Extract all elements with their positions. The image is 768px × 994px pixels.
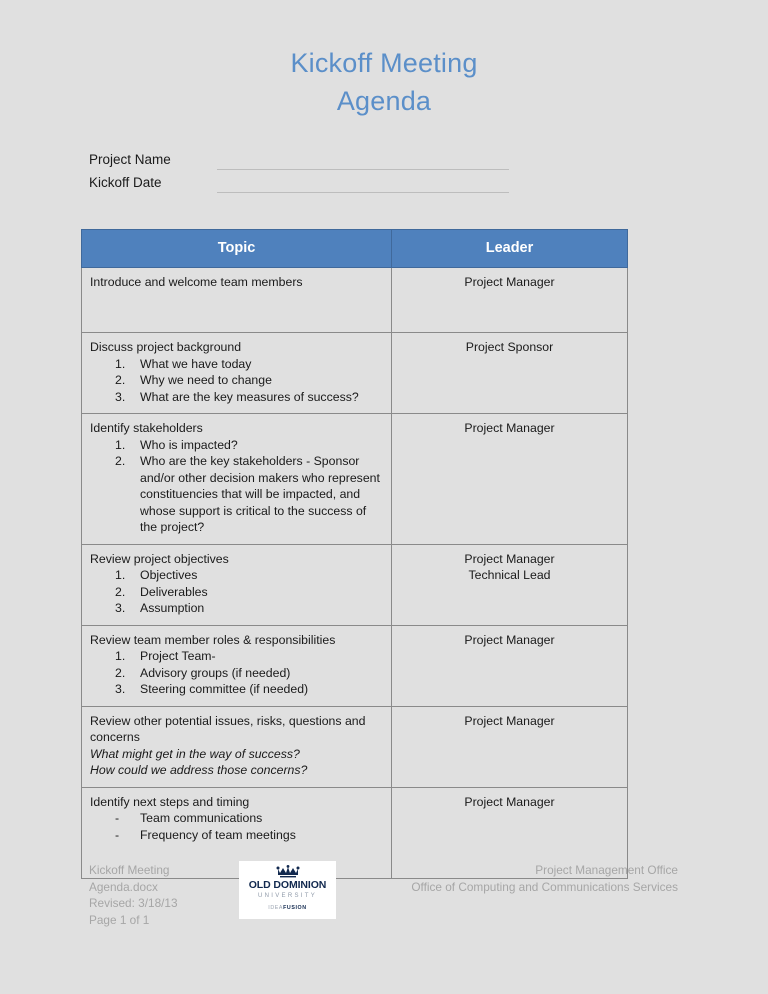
- odu-logo-tagline-fusion: FUSION: [283, 905, 307, 911]
- list-item-text: Who is impacted?: [140, 437, 238, 452]
- topic-heading: Review team member roles & responsibilities: [90, 632, 336, 647]
- table-row: [82, 706, 628, 787]
- topic-list-item: [90, 389, 383, 406]
- topic-heading: Review other potential issues, risks, questions and concerns: [90, 713, 366, 744]
- table-row: [82, 625, 628, 706]
- table-cell-topic: [82, 414, 392, 545]
- list-item-marker: 2.: [115, 584, 126, 599]
- list-item-marker: 2.: [115, 373, 126, 387]
- table-cell-topic: [82, 268, 392, 333]
- list-item-text: Objectives: [140, 568, 198, 582]
- table-cell-topic: [82, 625, 392, 706]
- table-row: [82, 333, 628, 414]
- list-item-text: Deliverables: [140, 584, 208, 599]
- topic-list-item: [90, 567, 383, 584]
- page-title: [0, 44, 768, 120]
- odu-logo-name: OLD DOMINION: [248, 879, 327, 891]
- leader-name: Project Manager: [464, 632, 555, 647]
- topic-heading: Discuss project background: [90, 340, 242, 354]
- table-cell-leader: [392, 333, 628, 414]
- topic-heading: Review project objectives: [90, 551, 229, 566]
- list-item-marker: 3.: [115, 682, 126, 696]
- table-cell-leader: [392, 544, 628, 625]
- topic-list-item: [90, 453, 383, 536]
- table-header-row: [82, 230, 628, 268]
- table-cell-topic: [82, 706, 392, 787]
- table-cell-leader: [392, 414, 628, 545]
- topic-list-item: [90, 356, 383, 373]
- list-item-marker: 2.: [115, 454, 126, 468]
- odu-logo-tagline: [239, 904, 336, 913]
- list-item-marker: 1.: [115, 356, 126, 371]
- odu-logo: [239, 861, 336, 919]
- list-item-marker: 1.: [115, 649, 126, 663]
- odu-logo-tagline-idea: IDEA: [268, 905, 284, 911]
- list-item-text: Assumption: [140, 601, 205, 615]
- list-item-text: Project Team-: [140, 649, 216, 663]
- leader-name: Project Manager: [464, 713, 555, 728]
- list-item-text: What are the key measures of success?: [140, 389, 359, 404]
- list-item-marker: 1.: [115, 568, 126, 582]
- footer-right-block: [411, 862, 678, 895]
- agenda-table-body: [82, 268, 628, 879]
- table-cell-leader: [392, 625, 628, 706]
- page-title-line-1: Kickoff Meeting: [290, 48, 478, 78]
- leader-name: Project Manager: [464, 551, 555, 566]
- field-project-name: [89, 150, 509, 172]
- crown-icon: [239, 865, 336, 878]
- list-item-marker: 2.: [115, 665, 126, 680]
- page-footer: [0, 862, 768, 942]
- topic-heading: Identify next steps and timing: [90, 794, 250, 809]
- topic-list-item: [90, 600, 383, 617]
- odu-logo-subtitle: UNIVERSITY: [257, 893, 317, 899]
- list-item-marker: 1.: [115, 437, 126, 452]
- footer-left-line: Page 1 of 1: [89, 912, 150, 927]
- agenda-table: [81, 229, 628, 879]
- table-cell-leader: [392, 706, 628, 787]
- table-row: [82, 414, 628, 545]
- footer-right-line: Office of Computing and Communications Services: [411, 879, 678, 894]
- topic-heading: Introduce and welcome team members: [90, 275, 303, 289]
- footer-left-line: Revised: 3/18/13: [89, 896, 178, 911]
- list-item-text: Why we need to change: [140, 373, 272, 387]
- column-header-leader: Leader: [392, 230, 628, 268]
- page-title-line-2: Agenda: [336, 86, 432, 116]
- footer-left-line: Kickoff Meeting: [89, 863, 170, 877]
- topic-list-item: [90, 681, 383, 698]
- leader-name: Project Manager: [464, 275, 555, 289]
- form-fields: [89, 150, 509, 196]
- list-item-marker: -: [115, 827, 120, 842]
- list-item-text: Steering committee (if needed): [140, 682, 309, 696]
- field-project-name-label: Project Name: [89, 152, 171, 167]
- footer-left-block: [89, 862, 178, 928]
- leader-name: Technical Lead: [468, 568, 551, 582]
- list-item-text: Frequency of team meetings: [140, 827, 296, 842]
- field-kickoff-date: [89, 173, 509, 195]
- table-row: [82, 544, 628, 625]
- table-cell-topic: [82, 333, 392, 414]
- field-kickoff-date-label: Kickoff Date: [89, 175, 162, 190]
- leader-name: Project Manager: [464, 794, 555, 809]
- table-cell-leader: [392, 268, 628, 333]
- leader-name: Project Sponsor: [465, 340, 554, 354]
- column-header-topic: Topic: [82, 230, 392, 268]
- topic-list-item: [90, 372, 383, 389]
- table-row: [82, 268, 628, 333]
- list-item-text: Who are the key stakeholders - Sponsor and/or other decision makers who represent constituencies that will be impacted, and whose support is critical to the success of the project?: [140, 454, 380, 534]
- topic-italic-line: How could we address those concerns?: [90, 763, 308, 777]
- field-kickoff-date-rule[interactable]: [217, 192, 509, 193]
- topic-heading: Identify stakeholders: [90, 421, 203, 435]
- list-item-marker: 3.: [115, 601, 126, 615]
- list-item-marker: -: [115, 811, 120, 825]
- footer-left-line: Agenda.docx: [89, 879, 158, 894]
- leader-name: Project Manager: [464, 421, 555, 435]
- field-project-name-rule[interactable]: [217, 169, 509, 170]
- list-item-text: Team communications: [140, 811, 263, 825]
- table-cell-topic: [82, 544, 392, 625]
- topic-list-item: [90, 827, 383, 844]
- agenda-table-head: [82, 230, 628, 268]
- topic-list-item: [90, 810, 383, 827]
- topic-italic-line: What might get in the way of success?: [90, 746, 300, 761]
- list-item-marker: 3.: [115, 389, 126, 404]
- topic-list-item: [90, 584, 383, 601]
- list-item-text: What we have today: [140, 356, 252, 371]
- footer-right-line: Project Management Office: [535, 863, 678, 877]
- list-item-text: Advisory groups (if needed): [140, 665, 291, 680]
- topic-list-item: [90, 437, 383, 454]
- topic-list-item: [90, 648, 383, 665]
- topic-list-item: [90, 665, 383, 682]
